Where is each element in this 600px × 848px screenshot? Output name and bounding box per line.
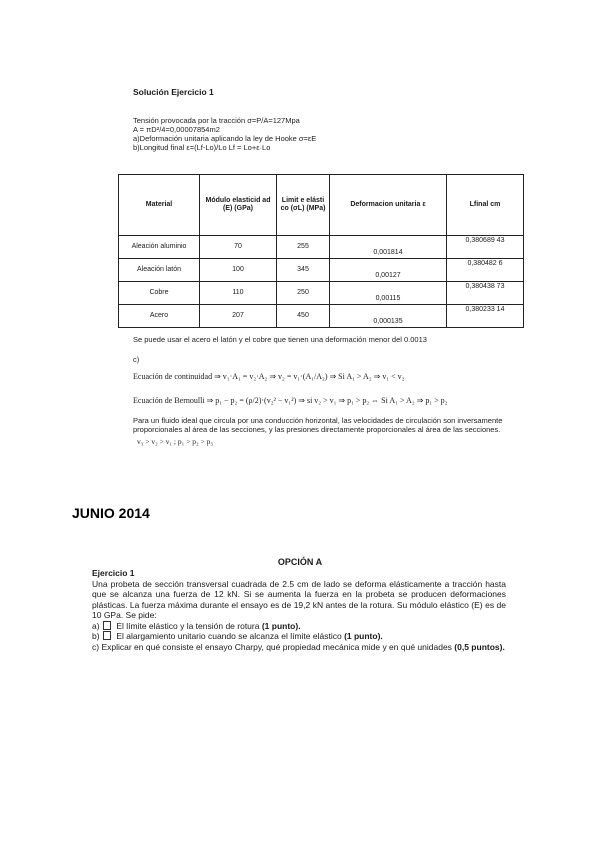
table-row <box>119 305 524 328</box>
cell-material: Cobre <box>119 282 200 305</box>
cell-lfinal: 0,380233 14 <box>447 305 524 328</box>
cell-limit: 255 <box>277 236 330 259</box>
table-row <box>119 259 524 282</box>
question-item <box>92 642 506 653</box>
question-text: Explicar en qué consiste el ensayo Charpy, qué propiedad mecánica mide y en qué unidades <box>101 641 452 652</box>
cell-lfinal: 0,380689 43 <box>447 236 524 259</box>
question-item <box>92 621 506 632</box>
header-modulus: Módulo elasticid ad (E) (GPa) <box>200 175 277 236</box>
header-limit: Limit e elásti co (σL) (MPa) <box>277 175 330 236</box>
table-row <box>119 236 524 259</box>
results-table <box>118 174 524 328</box>
table-header-row <box>119 175 524 236</box>
question-text: El límite elástico y la tensión de rotura <box>116 620 260 631</box>
solution-line: a)Deformación unitaria aplicando la ley de Hooke σ=εE <box>133 134 317 143</box>
fluid-conclusion: Para un fluido ideal que circula por una conducción horizontal, las velocidades de circulación son inversamente proporcionales al área de las secciones, y las presiones directamente proporcionales al área de las secciones. <box>133 416 503 434</box>
question-prefix: c) <box>92 641 100 652</box>
cell-modulus: 207 <box>200 305 277 328</box>
question-item <box>92 631 506 642</box>
option-heading: OPCIÓN A <box>277 557 323 567</box>
question-prefix: a) <box>92 620 100 631</box>
question-prefix: b) <box>92 631 100 641</box>
cell-material: Acero <box>119 305 200 328</box>
velocity-pressure-relations: v₃ > v₂ > v₁ ; p₁ > p₂ > p₃ <box>137 437 213 446</box>
cell-strain: 0,00127 <box>330 259 447 282</box>
header-material: Material <box>119 175 200 236</box>
exam-session-heading: JUNIO 2014 <box>72 505 150 521</box>
cell-lfinal: 0,380482 6 <box>447 259 524 282</box>
checkbox-icon <box>103 631 111 640</box>
question-points: (0,5 puntos). <box>454 641 505 652</box>
solution-title: Solución Ejercicio 1 <box>133 87 214 97</box>
question-text: El alargamiento unitario cuando se alcanza el límite elástico <box>116 631 342 641</box>
exercise-block <box>92 568 506 652</box>
exercise-title: Ejercicio 1 <box>92 568 135 578</box>
cell-material: Aleación aluminio <box>119 236 200 259</box>
question-points: (1 punto). <box>344 631 383 641</box>
cell-modulus: 100 <box>200 259 277 282</box>
cell-lfinal: 0,380438 73 <box>447 282 524 305</box>
exercise-statement: Una probeta de sección transversal cuadrada de 2.5 cm de lado se deforma elásticamente a tracción hasta que se alcanza una fuerza de 12 kN. Si se aumenta la fuerza en la probeta se producen deformaciones plásticas. La fuerza máxima durante el ensayo es de 19,2 kN antes de la rotura. Su módulo elástico (E) es de 10 GPa. Se pide: <box>92 578 506 620</box>
cell-limit: 345 <box>277 259 330 282</box>
bernoulli-equation: Ecuación de Bernoulli ⇒ p₁ − p₂ = (ρ/2)·(v₂² − v₁²) ⇒ si v₂ > v₁ ⇒ p₁ > p₂ ⇔ Si A₁ > A₂ ⇒ p₁ > p₂ <box>133 396 448 405</box>
checkbox-icon <box>103 621 111 630</box>
cell-modulus: 110 <box>200 282 277 305</box>
solution-conclusion: Se puede usar el acero el latón y el cobre que tienen una deformación menor del 0.0013 <box>133 335 427 344</box>
continuity-equation: Ecuación de continuidad ⇒ v₁·A₁ = v₂·A₂ ⇒ v₂ = v₁·(A₁/A₂) ⇒ Si A₁ > A₂ ⇒ v₁ < v₂ <box>133 372 405 381</box>
part-c-label: c) <box>133 355 140 364</box>
cell-strain: 0,00115 <box>330 282 447 305</box>
table-row <box>119 282 524 305</box>
question-points: (1 punto). <box>261 620 301 631</box>
cell-limit: 450 <box>277 305 330 328</box>
cell-strain: 0,000135 <box>330 305 447 328</box>
cell-modulus: 70 <box>200 236 277 259</box>
cell-material: Aleación latón <box>119 259 200 282</box>
solution-line: b)Longitud final ε=(Lf-Lo)/Lo Lf = Lo+ε·Lo <box>133 143 271 152</box>
solution-lines <box>133 116 433 152</box>
header-lfinal: Lfinal cm <box>447 175 524 236</box>
solution-line: Tensión provocada por la tracción σ=P/A=127Mpa <box>133 116 300 125</box>
cell-strain: 0,001814 <box>330 236 447 259</box>
cell-limit: 250 <box>277 282 330 305</box>
header-strain: Deformacion unitaria ε <box>330 175 447 236</box>
solution-line: A = πD²/4=0,00007854m2 <box>133 125 220 134</box>
